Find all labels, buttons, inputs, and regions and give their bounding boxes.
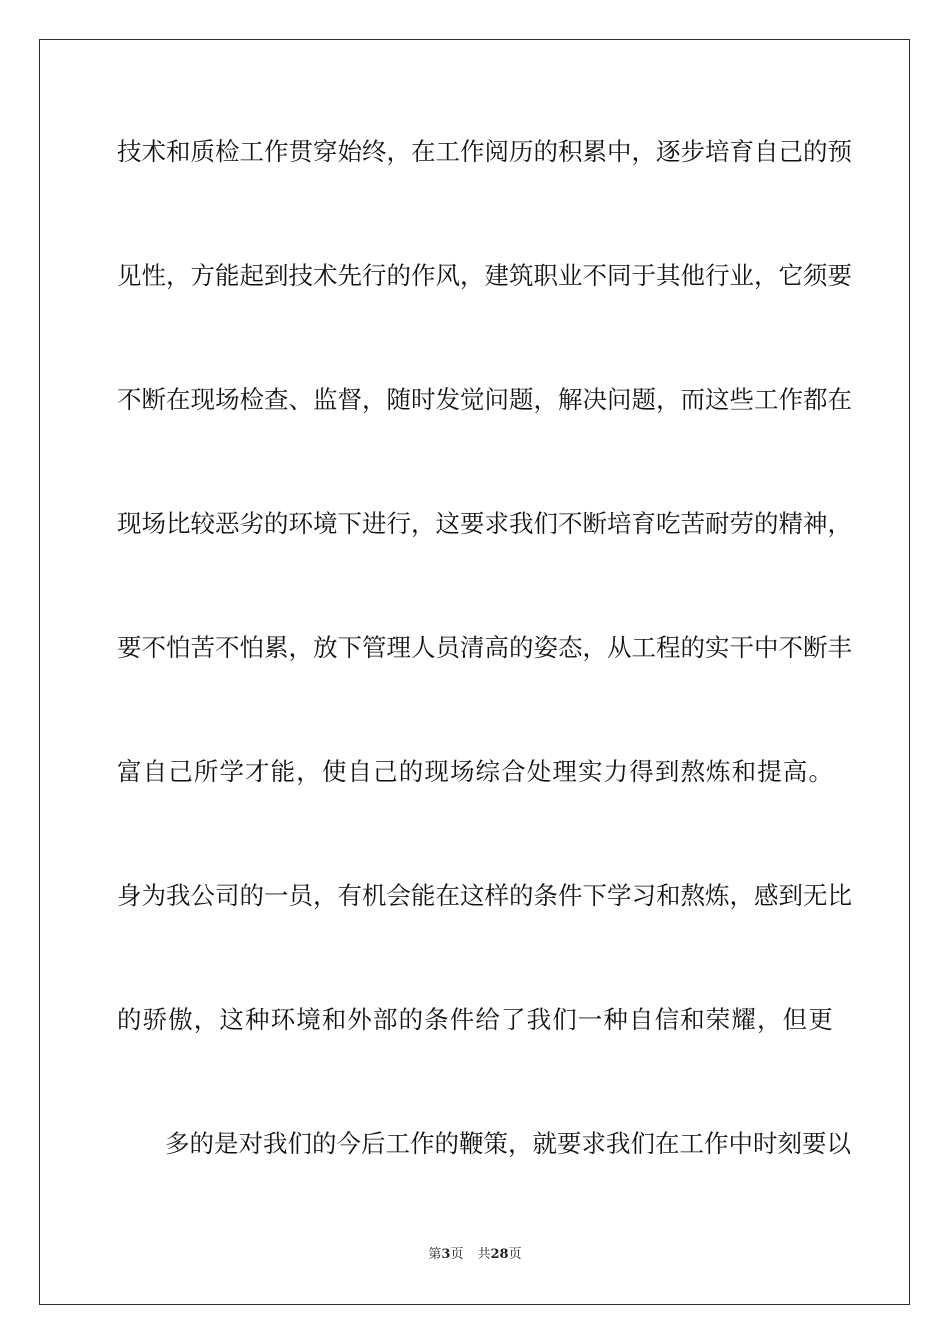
total-prefix: 共 xyxy=(477,1247,491,1262)
text-line-7: 身为我公司的一员，有机会能在这样的条件下学习和熬炼，感到无比 xyxy=(117,881,852,910)
text-line-2: 见性，方能起到技术先行的作风，建筑职业不同于其他行业，它须要 xyxy=(117,261,852,290)
total-suffix: 页 xyxy=(508,1247,522,1262)
page-suffix: 页 xyxy=(450,1247,464,1262)
text-line-1: 技术和质检工作贯穿始终，在工作阅历的积累中，逐步培育自己的预 xyxy=(117,137,852,166)
text-line-8: 的骄傲，这种环境和外部的条件给了我们一种自信和荣耀，但更 xyxy=(117,1005,834,1034)
text-line-6: 富自己所学才能，使自己的现场综合处理实力得到熬炼和提高。 xyxy=(117,757,833,786)
page-footer xyxy=(0,1246,950,1264)
text-line-5: 要不怕苦不怕累，放下管理人员清高的姿态，从工程的实干中不断丰 xyxy=(117,633,852,662)
text-line-3: 不断在现场检查、监督，随时发觉问题，解决问题，而这些工作都在 xyxy=(117,385,852,414)
page-border xyxy=(39,39,910,1305)
text-line-9: 多的是对我们的今后工作的鞭策，就要求我们在工作中时刻要以 xyxy=(165,1129,851,1158)
total-pages: 28 xyxy=(490,1247,509,1262)
page-number: 3 xyxy=(441,1247,451,1262)
text-line-4: 现场比较恶劣的环境下进行，这要求我们不断培育吃苦耐劳的精神， xyxy=(117,509,852,538)
page-prefix: 第 xyxy=(428,1247,442,1262)
